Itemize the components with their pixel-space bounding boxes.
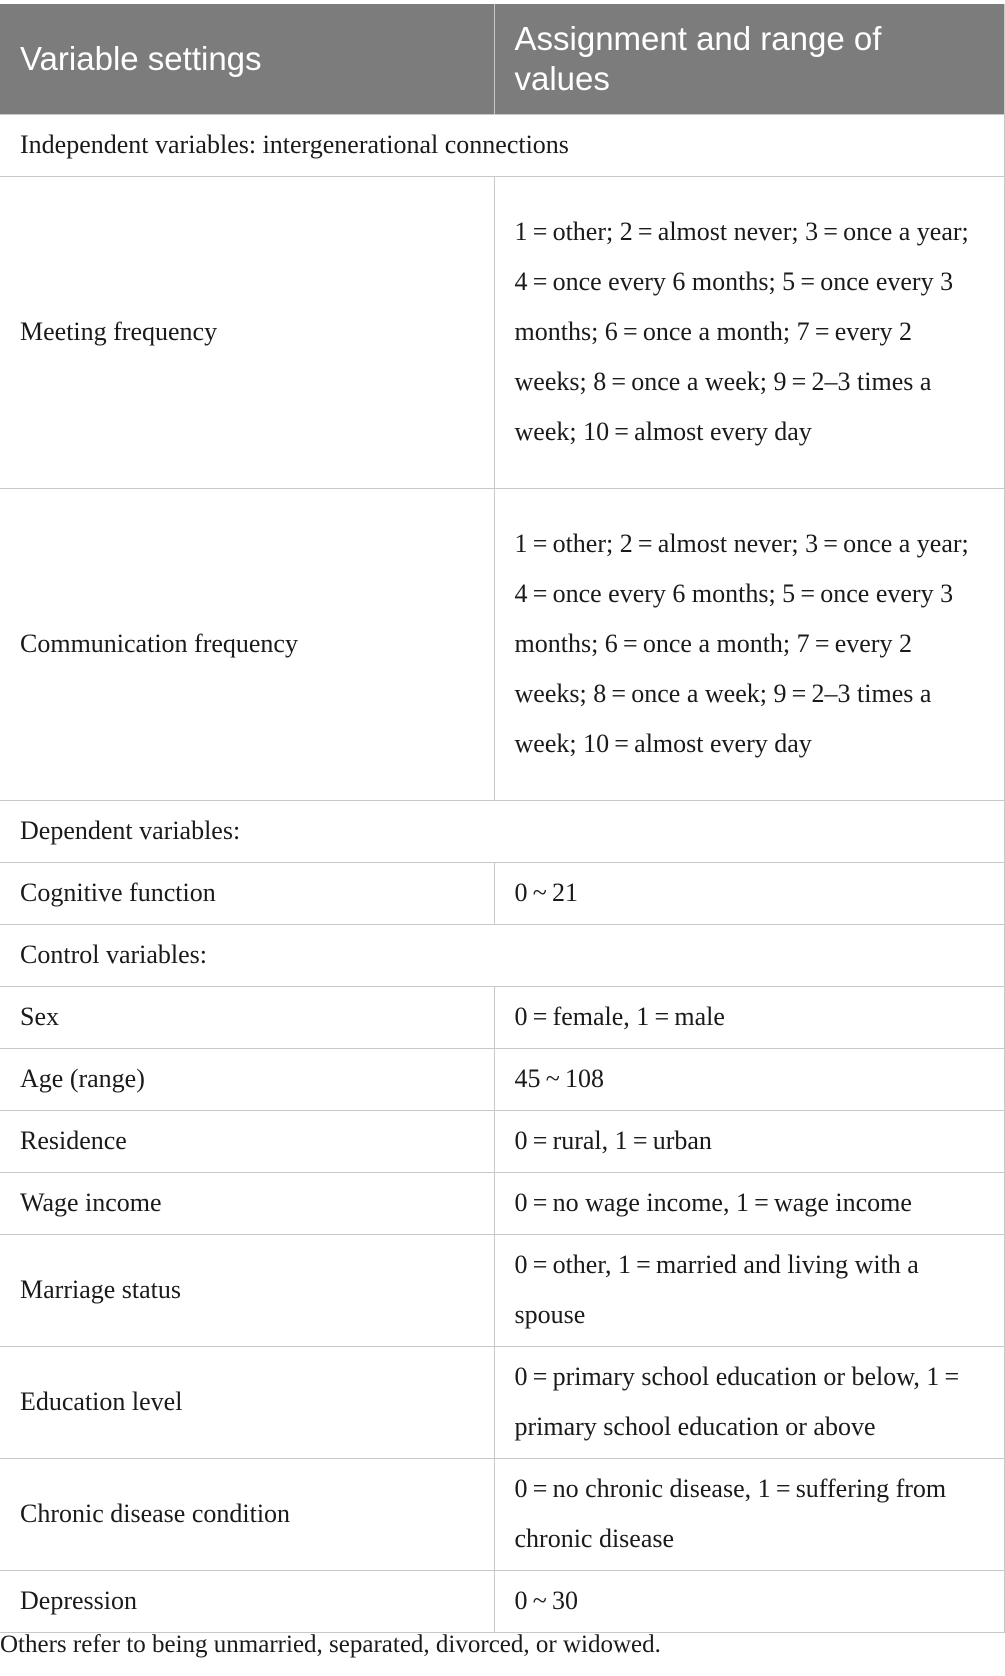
table-row-residence	[0, 1111, 1004, 1173]
variable-values: 0 = no wage income, 1 = wage income	[494, 1173, 1004, 1235]
variable-name: Sex	[0, 987, 494, 1049]
table-row-communication-frequency	[0, 489, 1004, 801]
table-footnote: Others refer to being unmarried, separated, divorced, or widowed.	[0, 1631, 661, 1658]
variable-name: Age (range)	[0, 1049, 494, 1111]
variables-table	[0, 4, 1005, 1633]
variable-name: Education level	[0, 1347, 494, 1459]
section-row-independent	[0, 115, 1004, 177]
variable-values: 45 ~ 108	[494, 1049, 1004, 1111]
section-label: Dependent variables:	[0, 801, 1004, 863]
variable-values: 0 = no chronic disease, 1 = suffering from chronic disease	[494, 1459, 1004, 1571]
variable-values: 0 = rural, 1 = urban	[494, 1111, 1004, 1173]
table-row-age	[0, 1049, 1004, 1111]
variable-name: Marriage status	[0, 1235, 494, 1347]
header-row	[0, 4, 1004, 115]
variable-name: Residence	[0, 1111, 494, 1173]
variables-table-container	[0, 4, 1004, 1633]
table-header	[0, 4, 1004, 115]
table-row-chronic-disease	[0, 1459, 1004, 1571]
table-row-marriage-status	[0, 1235, 1004, 1347]
table-row-wage-income	[0, 1173, 1004, 1235]
variable-name: Cognitive function	[0, 863, 494, 925]
table-row-meeting-frequency	[0, 177, 1004, 489]
table-body	[0, 115, 1004, 1633]
variable-values: 0 = female, 1 = male	[494, 987, 1004, 1049]
variable-name: Chronic disease condition	[0, 1459, 494, 1571]
variable-values: 0 = other, 1 = married and living with a spouse	[494, 1235, 1004, 1347]
table-row-sex	[0, 987, 1004, 1049]
variable-name: Communication frequency	[0, 489, 494, 801]
table-row-depression	[0, 1571, 1004, 1633]
section-row-control	[0, 925, 1004, 987]
variable-values: 1 = other; 2 = almost never; 3 = once a year; 4 = once every 6 months; 5 = once every 3 months; 6 = once a month; 7 = every 2 weeks; 8 = once a week; 9 = 2–3 times a week; 10 = almost every day	[494, 489, 1004, 801]
section-row-dependent	[0, 801, 1004, 863]
variable-name: Depression	[0, 1571, 494, 1633]
variable-values: 0 = primary school education or below, 1 = primary school education or above	[494, 1347, 1004, 1459]
variable-values: 1 = other; 2 = almost never; 3 = once a year; 4 = once every 6 months; 5 = once every 3 months; 6 = once a month; 7 = every 2 weeks; 8 = once a week; 9 = 2–3 times a week; 10 = almost every day	[494, 177, 1004, 489]
section-label: Control variables:	[0, 925, 1004, 987]
variable-name: Wage income	[0, 1173, 494, 1235]
header-variable-settings: Variable settings	[0, 4, 494, 115]
variable-values: 0 ~ 21	[494, 863, 1004, 925]
variable-values: 0 ~ 30	[494, 1571, 1004, 1633]
table-row-education-level	[0, 1347, 1004, 1459]
section-label: Independent variables: intergenerational connections	[0, 115, 1004, 177]
table-row-cognitive-function	[0, 863, 1004, 925]
header-assignment-range: Assignment and range of values	[494, 4, 1004, 115]
variable-name: Meeting frequency	[0, 177, 494, 489]
